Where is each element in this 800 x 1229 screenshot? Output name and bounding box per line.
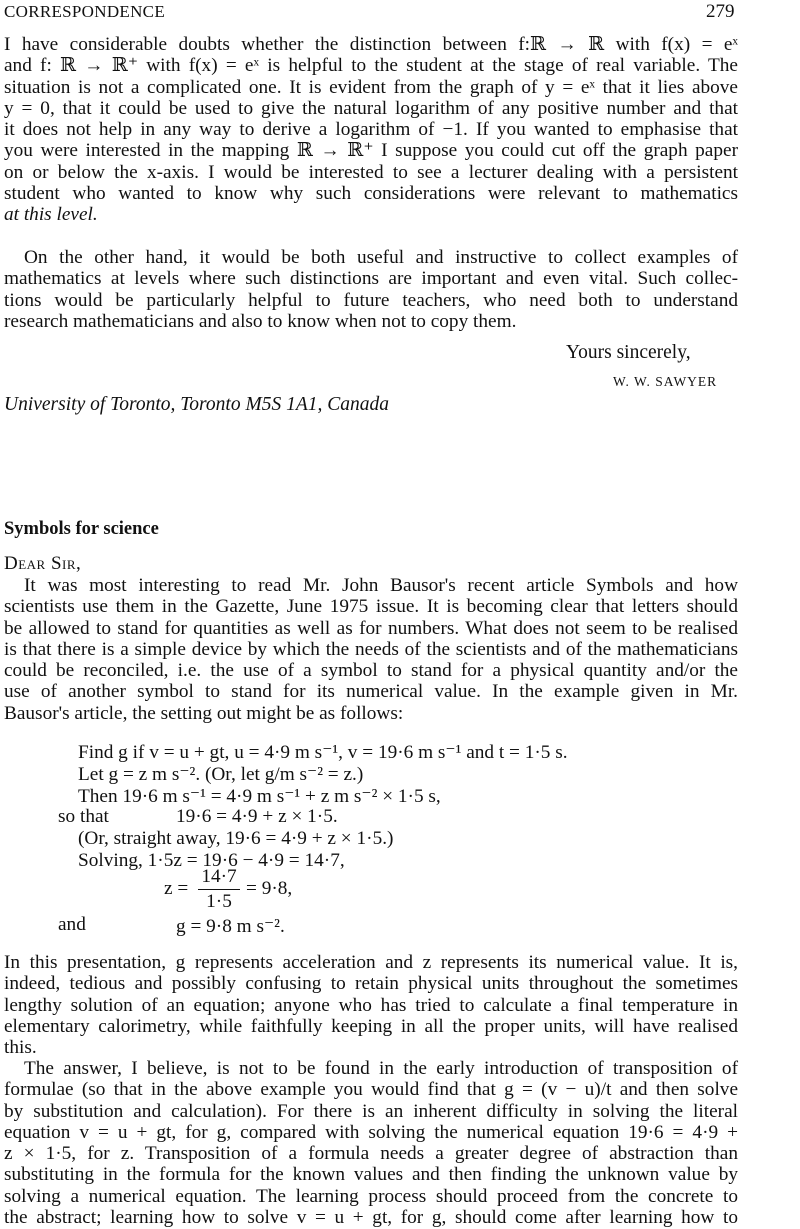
fraction-denominator: 1·5 xyxy=(206,891,232,912)
text-line: Bausor's article, the setting out might be as follows: xyxy=(4,702,404,724)
text-line: equation v = u + gt, for g, compared with solving the numerical equation 19·6 = 4·9 + xyxy=(4,1121,738,1143)
salutation: Dear Sir, xyxy=(4,553,82,574)
section-title: Symbols for science xyxy=(4,519,159,539)
text-line: formulae (so that in the above example you would find that g = (v − u)/t and then solve xyxy=(4,1079,738,1101)
text-line: the abstract; learning how to solve v = u + gt, for g, should come after learning how to xyxy=(4,1207,738,1229)
text-line: It was most interesting to read Mr. John Bausor's recent article Symbols and how xyxy=(24,575,738,596)
letter2-paragraph-1 xyxy=(4,575,738,724)
text-line: In this presentation, g represents acceleration and z represents its numerical value. It is, xyxy=(4,952,738,973)
letter1-paragraph-2 xyxy=(4,247,738,332)
text-line: tions would be particularly helpful to future teachers, who need both to understand xyxy=(4,289,738,311)
text-line: it does not help in any way to derive a logarithm of −1. If you wanted to emphasise that xyxy=(4,119,738,141)
text-line: indeed, tedious and possibly confusing to retain physical units throughout the sometimes xyxy=(4,973,738,995)
text-line: y = 0, that it could be used to give the natural logarithm of any positive number and that xyxy=(4,97,738,119)
worked-line: Solving, 1·5z = 19·6 − 4·9 = 14·7, xyxy=(78,850,345,871)
text-line: z × 1·5, for z. Transposition of a formula needs a greater degree of abstraction than xyxy=(4,1143,738,1165)
text-line: and f: ℝ → ℝ⁺ with f(x) = eˣ is helpful to the student at the stage of real variable. The xyxy=(4,55,738,77)
worked-line: (Or, straight away, 19·6 = 4·9 + z × 1·5.) xyxy=(78,828,394,849)
letter1-paragraph-1 xyxy=(4,34,738,226)
text-line: on or below the x-axis. I would be interested to see a lecturer dealing with a persistent xyxy=(4,161,738,183)
text-line: substituting in the formula for the known values and then finding the unknown value by xyxy=(4,1164,738,1186)
letter2-paragraph-3 xyxy=(4,1058,738,1228)
worked-label: and xyxy=(58,914,86,935)
worked-line: g = 9·8 m s⁻². xyxy=(176,916,285,937)
text-line: solving a numerical equation. The learning process should proceed from the concrete to xyxy=(4,1185,738,1207)
fraction-lhs: z = xyxy=(164,878,189,899)
page-header xyxy=(0,2,800,24)
worked-line: Find g if v = u + gt, u = 4·9 m s⁻¹, v = 19·6 m s⁻¹ and t = 1·5 s. xyxy=(78,742,568,763)
text-line: scientists use them in the Gazette, June 1975 issue. It is becoming clear that letters should xyxy=(4,596,738,618)
letter2-paragraph-2 xyxy=(4,952,738,1058)
fraction-bar xyxy=(198,889,240,890)
text-line: lengthy solution of an equation; anyone who has tried to calculate a final temperature in xyxy=(4,994,738,1016)
text-line: is that there is a simple device by which the needs of the scientists and of the mathematicians xyxy=(4,638,738,660)
text-line: The answer, I believe, is not to be found in the early introduction of transposition of xyxy=(24,1058,738,1079)
worked-line: 19·6 = 4·9 + z × 1·5. xyxy=(176,806,338,827)
worked-line: Let g = z m s⁻². (Or, let g/m s⁻² = z.) xyxy=(78,764,364,785)
fraction-rhs: = 9·8, xyxy=(246,878,293,899)
running-head: CORRESPONDENCE xyxy=(4,2,166,21)
text-line: research mathematicians and also to know when not to copy them. xyxy=(4,310,517,332)
signature: W. W. SAWYER xyxy=(613,374,718,389)
text-line: use of another symbol to stand for its numerical value. In the example given in Mr. xyxy=(4,681,738,703)
author-affiliation: University of Toronto, Toronto M5S 1A1, Canada xyxy=(4,394,389,415)
fraction-numerator: 14·7 xyxy=(201,866,237,887)
text-line: be allowed to stand for quantities as well as for numbers. What does not seem to be realised xyxy=(4,617,738,639)
fraction xyxy=(198,866,240,913)
closing: Yours sincerely, xyxy=(566,342,691,363)
text-line: I have considerable doubts whether the distinction between f:ℝ → ℝ with f(x) = eˣ xyxy=(4,34,738,55)
page-number: 279 xyxy=(706,1,735,22)
text-line: you were interested in the mapping ℝ → ℝ⁺ I suppose you could cut off the graph paper xyxy=(4,140,738,162)
text-line: elementary calorimetry, while faithfully keeping in all the proper units, will have realised xyxy=(4,1015,738,1037)
text-line: by substitution and calculation). For there is an inherent difficulty in solving the literal xyxy=(4,1100,738,1122)
text-line: at this level. xyxy=(4,204,98,226)
text-line: On the other hand, it would be both useful and instructive to collect examples of xyxy=(24,247,738,268)
text-line: this. xyxy=(4,1037,37,1059)
text-line: student who wanted to know why such considerations were relevant to mathematics xyxy=(4,183,738,205)
text-line: could be reconciled, i.e. the use of a symbol to stand for a physical quantity and/or the xyxy=(4,660,738,682)
worked-label: so that xyxy=(58,806,109,827)
text-line: mathematics at levels where such distinctions are important and even vital. Such collec- xyxy=(4,268,738,290)
text-line: situation is not a complicated one. It is evident from the graph of y = eˣ that it lies above xyxy=(4,76,738,98)
worked-line: Then 19·6 m s⁻¹ = 4·9 m s⁻¹ + z m s⁻² × 1·5 s, xyxy=(78,786,441,807)
